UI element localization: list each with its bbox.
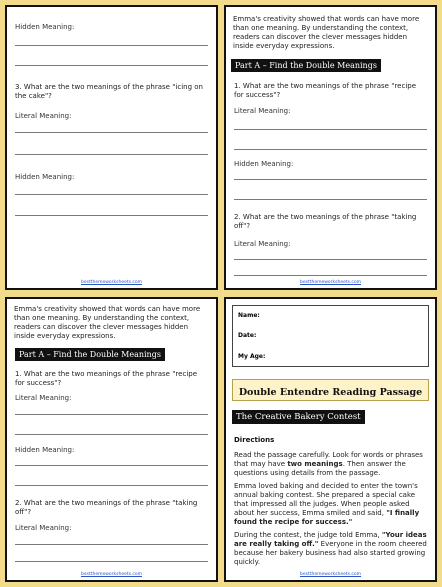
answer-line [15, 215, 208, 216]
answer-line [234, 275, 427, 276]
question-2: 2. What are the two meanings of the phrase "taking off"? [15, 499, 198, 516]
answer-line [234, 129, 427, 130]
hidden-meaning-label: Hidden Meaning: [15, 446, 75, 454]
answer-line [234, 179, 427, 180]
worksheet-card-top-right [224, 5, 437, 290]
question-1: 1. What are the two meanings of the phrase "recipe for success"? [15, 370, 198, 387]
answer-line [15, 45, 208, 46]
date-label: Date: [238, 332, 257, 339]
literal-meaning-label: Literal Meaning: [15, 112, 72, 120]
footer-link[interactable]: bestthemeworksheets.com [299, 280, 362, 285]
footer-link[interactable]: bestthemeworksheets.com [80, 572, 143, 577]
answer-line [15, 561, 208, 562]
recipe-quote: "I finally found the recipe for success." [234, 509, 420, 526]
page-title: Double Entendre Reading Passage [238, 387, 423, 398]
student-info-box [232, 305, 429, 367]
name-label: Name: [238, 312, 260, 319]
taking-off-quote: "Your ideas are really taking off." [234, 531, 427, 548]
worksheet-card-top-left [5, 5, 218, 290]
directions-heading: Directions [234, 436, 275, 444]
question-3: 3. What are the two meanings of the phrase "icing on the cake"? [15, 83, 203, 100]
directions-text: Read the passage carefully. Look for words or phrases that may have two meanings. Then answer the questions using details from the passage. [234, 451, 423, 477]
answer-line [234, 149, 427, 150]
intro-paragraph: Emma's creativity showed that words can have more than one meaning. By understanding the context, readers can discover the clever messages hidden inside everyday expressions. [233, 15, 420, 50]
intro-paragraph: Emma's creativity showed that words can have more than one meaning. By understanding the context, readers can discover the clever messages hidden inside everyday expressions. [14, 305, 201, 340]
passage-paragraph-2: During the contest, the judge told Emma, "Your ideas are really taking off." Everyone in the room cheered because her bakery business had also started growing quickly. [234, 531, 427, 566]
answer-line [234, 199, 427, 200]
answer-line [15, 154, 208, 155]
literal-meaning-label: Literal Meaning: [15, 394, 72, 402]
footer-link[interactable]: bestthemeworksheets.com [80, 280, 143, 285]
answer-line [15, 132, 208, 133]
answer-line [15, 194, 208, 195]
answer-line [15, 434, 208, 435]
answer-line [234, 259, 427, 260]
hidden-meaning-label: Hidden Meaning: [15, 23, 75, 31]
hidden-meaning-label: Hidden Meaning: [15, 173, 75, 181]
two-meanings-emphasis: two meanings [287, 460, 343, 468]
part-a-heading: Part A – Find the Double Meanings [15, 348, 165, 361]
question-1: 1. What are the two meanings of the phrase "recipe for success"? [234, 82, 417, 99]
worksheet-card-bottom-left [5, 297, 218, 582]
worksheet-cover-card [224, 297, 437, 582]
part-a-heading: Part A – Find the Double Meanings [231, 59, 381, 72]
age-label: My Age: [238, 353, 266, 360]
passage-subtitle: The Creative Bakery Contest [232, 410, 365, 424]
answer-line [15, 65, 208, 66]
literal-meaning-label: Literal Meaning: [234, 240, 291, 248]
question-2: 2. What are the two meanings of the phrase "taking off"? [234, 213, 417, 230]
answer-line [15, 485, 208, 486]
footer-link[interactable]: bestthemeworksheets.com [299, 572, 362, 577]
literal-meaning-label: Literal Meaning: [15, 524, 72, 532]
answer-line [15, 414, 208, 415]
passage-paragraph-1: Emma loved baking and decided to enter the town's annual baking contest. She prepared a special cake that impressed all the judges. When people asked about her success, Emma smiled and said, "I finally found the recipe for success." [234, 482, 420, 526]
literal-meaning-label: Literal Meaning: [234, 107, 291, 115]
answer-line [15, 544, 208, 545]
hidden-meaning-label: Hidden Meaning: [234, 160, 294, 168]
answer-line [15, 465, 208, 466]
title-box [232, 379, 429, 401]
